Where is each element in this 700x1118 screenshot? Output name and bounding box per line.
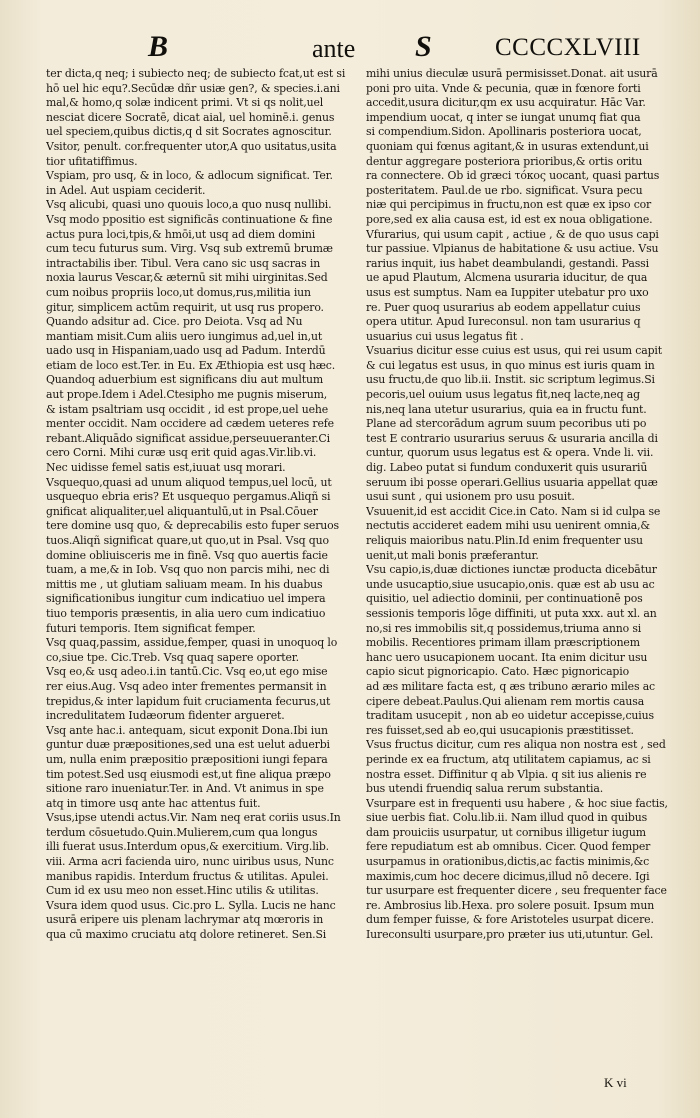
- text-line: noxia laurus Vescar,& æternū sit mihi uirginitas.Sed: [46, 271, 328, 285]
- text-line: tur usurpare est frequenter dicere , seu frequenter face: [366, 884, 667, 898]
- text-line: cum noibus propriis loco,ut domus,rus,militia iun: [46, 285, 311, 299]
- text-line: Vsq alicubi, quasi uno quouis loco,a quo nusq nullibi.: [46, 198, 332, 212]
- text-line: sessionis temporis lōge diffiniti, ut puta xxx. aut xl. an: [366, 606, 657, 620]
- text-line: intractabilis iber. Tibul. Vera cano sic usq sacras in: [46, 256, 321, 270]
- text-line: re. Puer quoq usurarius ab eodem appellatur cuius: [366, 300, 641, 314]
- text-line: Vsq ante hac.i. antequam, sicut exponit Dona.Ibi iun: [46, 723, 328, 737]
- text-line: mittis me , ut glutiam saliuam meam. In his duabus: [46, 577, 323, 591]
- text-line: co,siue tpe. Cic.Treb. Vsq quaq sapere oporter.: [46, 650, 299, 664]
- text-line: dig. Labeo putat si fundum conduxerit quis usurariū: [366, 461, 648, 475]
- text-line: usurpamus in orationibus,dictis,ac factis minimis,&c: [366, 855, 650, 869]
- text-line: Vsu capio,is,duæ dictiones iunctæ producta dicebātur: [366, 563, 657, 577]
- folio-number: CCCCXLVIII: [495, 34, 641, 61]
- text-line: si compendium.Sidon. Apollinaris posteriora uocat,: [366, 125, 642, 139]
- text-line: Vsq modo ppositio est significās continuatione & fine: [46, 212, 333, 226]
- text-line: bus utendi fruendiq salua rerum substantia.: [366, 782, 604, 796]
- text-line: Vsquequo,quasi ad unum aliquod tempus,uel locū, ut: [46, 475, 332, 489]
- text-line: seruum ibi posse operari.Gellius usuaria appellat quæ: [366, 475, 658, 489]
- text-line: mantiam misit.Cum aliis uero iungimus ad,uel in,ut: [46, 329, 323, 343]
- text-line: cum tecu futurus sum. Virg. Vsq sub extremū brumæ: [46, 242, 333, 256]
- text-line: in Adel. Aut uspiam ceciderit.: [46, 183, 206, 197]
- text-line: nostra esset. Diffinitur q ab Vlpia. q sit ius alienis re: [366, 767, 647, 781]
- text-line: dentur aggregare posteriora prioribus,& ortis oritu: [366, 154, 643, 168]
- text-line: nectutis accideret eadem mihi usu uenirent omnia,&: [366, 519, 650, 533]
- text-line: mobilis. Recentiores primam illam præscriptionem: [366, 636, 640, 650]
- text-line: Vsitor, penult. cor.frequenter utor,A quo usitatus,usita: [46, 139, 337, 153]
- text-line: usu fructu,de quo lib.ii. Instit. sic scriptum legimus.Si: [366, 373, 655, 387]
- text-line: Vspiam, pro usq, & in loco, & adlocum significat. Ter.: [46, 169, 333, 183]
- header-guide-letter-left: B: [148, 30, 169, 63]
- left-text-column: [46, 67, 352, 943]
- text-line: uel speciem,quibus dictis,q d sit Socrates agnoscitur.: [46, 125, 332, 139]
- text-line: poni pro uita. Vnde & pecunia, quæ in fœnore forti: [366, 81, 641, 95]
- text-line: traditam usucepit , non ab eo uidetur accepisse,cuius: [366, 709, 654, 723]
- text-line: impendium uocat, q inter se iungat unumq fiat qua: [366, 110, 641, 124]
- text-line: rebant.Aliquādo significat assidue,perseuueranter.Ci: [46, 431, 330, 445]
- text-line: mal,& homo,q solæ indicent primi. Vt si qs nolit,uel: [46, 96, 324, 110]
- text-line: Vsus,ipse utendi actus.Vir. Nam neq erat coriis usus.In: [46, 811, 341, 825]
- text-line: incredulitatem Iudæorum fidenter argueret.: [46, 709, 285, 723]
- text-line: usurā eripere uis plenam lachrymar atq mœroris in: [46, 913, 324, 927]
- text-line: Vsus fructus dicitur, cum res aliqua non nostra est , sed: [366, 738, 666, 752]
- text-line: pore,sed ex alia causa est, id est ex noua obligatione.: [366, 212, 653, 226]
- text-line: ue apud Plautum, Alcmena usuraria iducitur, de qua: [366, 271, 648, 285]
- text-line: test E contrario usurarius seruus & usuraria ancilla di: [366, 431, 658, 445]
- text-line: tiuo temporis præsentis, in alia uero cum indicatiuo: [46, 606, 326, 620]
- text-line: posteritatem. Paul.de ue rbo. significat. Vsura pecu: [366, 183, 643, 197]
- text-line: pecoris,uel ouium usus legatus fit,neq lacte,neq ag: [366, 388, 640, 402]
- text-line: usuarius cui usus legatus fit .: [366, 329, 524, 343]
- text-line: capio sicut pignoricapio. Cato. Hæc pignoricapio: [366, 665, 629, 679]
- header-running-word: ante: [312, 34, 356, 63]
- text-line: ter dicta,q neq; i subiecto neq; de subiecto fcat,ut est si: [46, 67, 346, 80]
- text-line: ad æs militare facta est, q æs tribuno ærario miles ac: [366, 679, 655, 693]
- text-line: niæ qui percipimus in fructu,non est quæ ex ipso cor: [366, 198, 652, 212]
- text-line: usquequo ebria eris? Et usquequo pergamus.Aliqñ si: [46, 490, 331, 504]
- text-line: cipere debeat.Paulus.Qui alienam rem mortis causa: [366, 694, 645, 708]
- text-line: menter occidit. Nam occidere ad cædem ueteres refe: [46, 417, 334, 431]
- text-line: perinde ex ea fructum, atq utilitatem capiamus, ac si: [366, 752, 651, 766]
- text-line: & istam psaltriam usq occidit , id est prope,uel uehe: [46, 402, 329, 416]
- text-line: Vsura idem quod usus. Cic.pro L. Sylla. Lucis ne hanc: [46, 898, 336, 912]
- text-line: res fuisset,sed ab eo,qui usucapionis præstitisset.: [366, 723, 634, 737]
- text-line: uenit,ut mali bonis præferantur.: [366, 548, 539, 562]
- text-line: maximis,cum hoc decere dicimus,illud nō decere. Igi: [366, 869, 650, 883]
- text-line: tur passiue. Vlpianus de habitatione & usu actiue. Vsu: [366, 242, 659, 256]
- text-line: terdum cōsuetudo.Quin.Mulierem,cum qua longus: [46, 825, 318, 839]
- text-line: trepidus,& inter lapidum fuit cruciamenta fecurus,ut: [46, 694, 331, 708]
- text-line: guntur duæ præpositiones,sed una est uelut aduerbi: [46, 738, 330, 752]
- text-line: atq in timore usq ante hac attentus fuit.: [46, 796, 261, 810]
- text-line: Vsurpare est in frequenti usu habere , & hoc siue factis,: [366, 796, 668, 810]
- text-line: quoniam qui fœnus agitant,& in usuras extendunt,ui: [366, 139, 649, 153]
- text-line: qua cū maximo cruciatu atq dolore retineret. Sen.Si: [46, 928, 327, 942]
- text-line: significationibus iungitur cum indicatiuo uel impera: [46, 592, 326, 606]
- text-line: dam prouiciis usurpatur, ut cornibus illigetur iugum: [366, 825, 646, 839]
- text-line: rarius inquit, ius habet deambulandi, gestandi. Passi: [366, 256, 649, 270]
- text-line: fere repudiatum est ab omnibus. Cicer. Quod femper: [366, 840, 651, 854]
- text-line: viii. Arma acri facienda uiro, nunc uiribus usus, Nunc: [46, 855, 334, 869]
- text-line: dum femper fuisse, & fore Aristoteles usurpat dicere.: [366, 913, 654, 927]
- text-line: Vsuuenit,id est accidit Cice.in Cato. Nam si id culpa se: [366, 504, 661, 518]
- running-header: [0, 28, 700, 64]
- text-line: uado usq in Hispaniam,uado usq ad Padum. Interdū: [46, 344, 326, 358]
- text-line: Vsuarius dicitur esse cuius est usus, qui rei usum capit: [366, 344, 662, 358]
- text-line: Plane ad stercorādum agrum suum pecoribus uti po: [366, 417, 647, 431]
- text-line: etiam de loco est.Ter. in Eu. Ex Æthiopia est usq hæc.: [46, 358, 336, 372]
- text-line: siue uerbis fiat. Colu.lib.ii. Nam illud quod in quibus: [366, 811, 648, 825]
- text-line: cuntur, quorum usus legatus est & opera. Vnde li. vii.: [366, 446, 654, 460]
- text-line: reliquis maioribus natu.Plin.Id enim frequenter usu: [366, 534, 643, 547]
- text-line: aut prope.Idem i Adel.Ctesipho me pugnis miserum,: [46, 388, 328, 402]
- text-line: tim potest.Sed usq eiusmodi est,ut fine aliqua præpo: [46, 767, 331, 781]
- text-line: actus pura loci,tpis,& hmōi,ut usq ad diem domini: [46, 227, 316, 241]
- text-line: sitione raro inueniatur.Ter. in And. Vt animus in spe: [46, 782, 324, 796]
- text-line: Vfurarius, qui usum capit , actiue , & de quo usus capi: [366, 227, 659, 241]
- right-text-column: [366, 67, 672, 943]
- text-line: Cum id ex usu meo non esset.Hinc utilis & utilitas.: [46, 884, 319, 898]
- text-line: manibus rapidis. Interdum fructus & utilitas. Apulei.: [46, 869, 329, 883]
- text-line: Quandoq aduerbium est significans diu aut multum: [46, 373, 323, 387]
- text-line: tuos.Aliqñ significat quare,ut quo,ut in Psal. Vsq quo: [46, 534, 329, 547]
- text-line: futuri temporis. Item significat femper.: [46, 621, 256, 635]
- text-line: Vsq eo,& usq adeo.i.in tantū.Cic. Vsq eo,ut ego mise: [46, 665, 328, 679]
- text-line: usui sunt , qui usionem pro usu posuit.: [366, 490, 575, 504]
- text-line: Iureconsulti usurpare,pro præter ius uti,utuntur. Gel.: [366, 928, 654, 942]
- text-line: tuam, a me,& in Iob. Vsq quo non parcis mihi, nec di: [46, 563, 330, 577]
- text-line: illi fuerat usus.Interdum opus,& exercitium. Virg.lib.: [46, 840, 329, 854]
- text-line: accedit,usura dicitur,qm ex usu acquiratur. Hāc Var.: [366, 96, 646, 110]
- text-line: nis,neq lana utetur usurarius, quia ea in fructu funt.: [366, 402, 647, 416]
- header-guide-letter-right: S: [415, 30, 432, 63]
- text-line: tere domine usq quo, & deprecabilis esto fuper seruos: [46, 519, 339, 533]
- text-line: hanc uero usucapionem uocant. Ita enim dicitur usu: [366, 650, 648, 664]
- text-line: nesciat dicere Socratē, dicat aial, uel hominē.i. genus: [46, 110, 335, 124]
- text-line: tior ufitatiffimus.: [46, 154, 138, 168]
- text-line: quisitio, uel adiectio dominii, per continuationē pos: [366, 592, 643, 606]
- text-line: gnificat aliqualiter,uel aliquantulū,ut in Psal.Cōuer: [46, 504, 318, 518]
- text-line: Nec uidisse femel satis est,iuuat usq morari.: [46, 461, 286, 475]
- signature-mark: K vi: [604, 1075, 627, 1090]
- text-line: ra connectere. Ob id græci τόκος uocant, quasi partus: [366, 169, 660, 183]
- text-line: usus est sumptus. Nam ea Iuppiter utebatur pro uxo: [366, 285, 649, 299]
- text-line: unde usucaptio,siue usucapio,onis. quæ est ab usu ac: [366, 577, 655, 591]
- text-line: hō uel hic equ?.Secūdæ dñr usiæ gen?, & species.i.ani: [46, 81, 340, 95]
- text-line: no,si res immobilis sit,q possidemus,triuma anno si: [366, 621, 642, 635]
- text-line: & cui legatus est usus, in quo minus est iuris quam in: [366, 358, 655, 372]
- text-line: Quando adsitur ad. Cice. pro Deiota. Vsq ad Nu: [46, 315, 303, 329]
- text-line: domine obliuisceris me in finē. Vsq quo auertis facie: [46, 548, 328, 562]
- text-line: opera utitur. Apud Iureconsul. non tam usurarius q: [366, 315, 641, 329]
- text-line: rer eius.Aug. Vsq adeo inter frementes permansit in: [46, 679, 327, 693]
- text-line: re. Ambrosius lib.Hexa. pro solere posuit. Ipsum mun: [366, 898, 655, 912]
- text-line: Vsq quaq,passim, assidue,femper, quasi in unoquoq lo: [46, 636, 338, 650]
- text-line: cero Corni. Mihi curæ usq erit quid agas.Vir.lib.vi.: [46, 446, 317, 460]
- text-line: um, nulla enim præpositio præpositioni iungi fepara: [46, 752, 328, 766]
- text-line: gitur, simplicem actūm requirit, ut usq rus propero.: [46, 300, 324, 314]
- text-line: mihi unius dieculæ usurā permisisset.Donat. ait usurā: [366, 67, 658, 80]
